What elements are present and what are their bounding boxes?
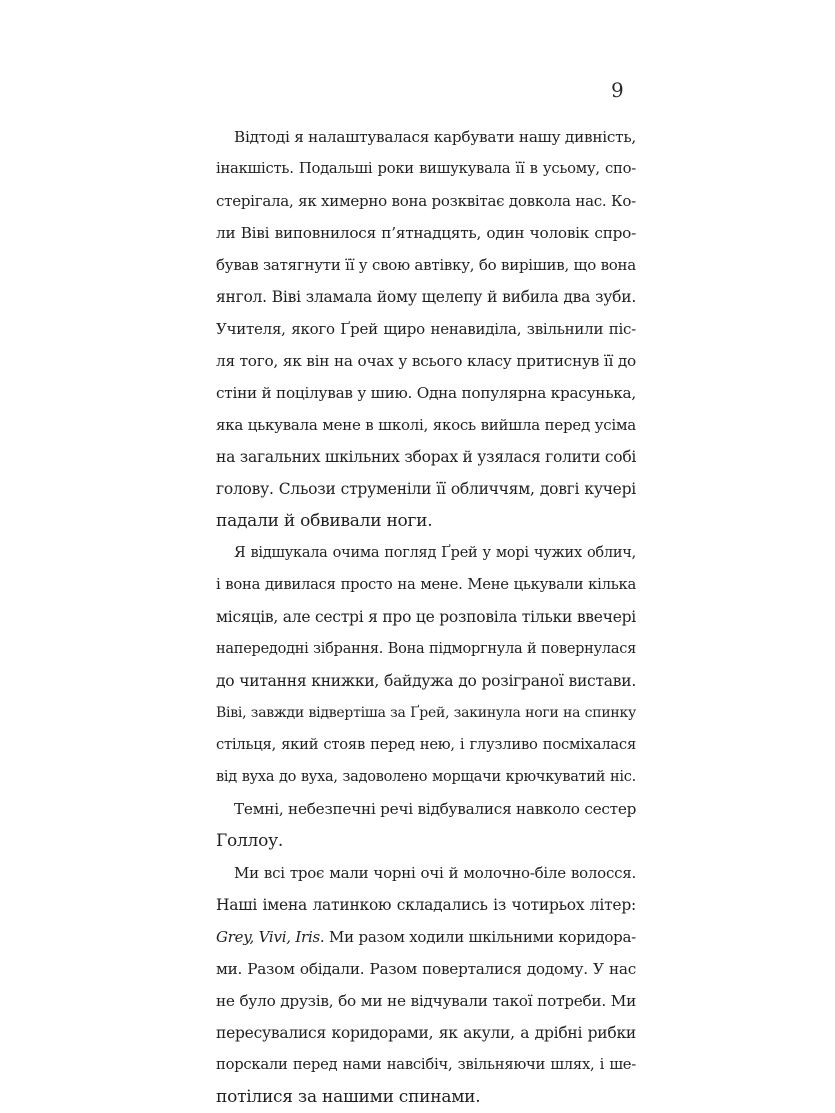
- line-text: Ми разом ходили шкільними коридора-: [324, 928, 636, 946]
- text-line: Темні, небезпечні речі відбувалися навколо сестер: [234, 800, 637, 818]
- text-line: Учителя, якого Ґрей щиро ненавиділа, звільнили піс-: [216, 320, 636, 338]
- text-line: і вона дивилася просто на мене. Мене цькували кілька: [216, 576, 636, 593]
- text-line: стільця, який стояв перед нею, і глузливо посміхалася: [216, 736, 636, 753]
- text-line: падали й обвивали ноги.: [216, 511, 433, 531]
- text-line: бував затягнути її у свою автівку, бо вирішив, що вона: [216, 256, 636, 274]
- text-line: інакшість. Подальші роки вишукувала її в усьому, спо-: [216, 160, 636, 177]
- body-text: [216, 121, 636, 1113]
- italic-names: Grey, Vivi, Iris.: [216, 928, 325, 946]
- text-line: стіни й поцілував у шию. Одна популярна красунька,: [216, 384, 636, 402]
- text-line: Віві, завжди відвертіша за Ґрей, закинула ноги на спинку: [216, 705, 636, 721]
- page-number: 9: [611, 78, 624, 102]
- text-line: порскали перед нами навсібіч, звільняючи шлях, і ше-: [216, 1056, 636, 1073]
- text-line: Я відшукала очима погляд Ґрей у морі чужих облич,: [234, 545, 636, 561]
- text-line: на загальних шкільних зборах й узялася голити собі: [216, 448, 637, 466]
- text-line: напередодні зібрання. Вона підморгнула й повернулася: [216, 641, 636, 657]
- text-line: [216, 921, 636, 953]
- text-line: янгол. Віві зламала йому щелепу й вибила два зуби.: [216, 288, 636, 306]
- text-line: ми. Разом обідали. Разом поверталися додому. У нас: [216, 960, 636, 978]
- text-line: до читання книжки, байдужа до розіграної вистави.: [216, 672, 636, 690]
- text-line: Голлоу.: [216, 831, 283, 851]
- text-line: ля того, як він на очах у всього класу притиснув її до: [216, 352, 636, 370]
- text-line: ли Віві виповнилося п’ятнадцять, один чоловік спро-: [216, 224, 636, 242]
- text-line: від вуха до вуха, задоволено морщачи крючкуватий ніс.: [216, 769, 636, 785]
- text-line: стерігала, як химерно вона розквітає довкола нас. Ко-: [216, 192, 636, 210]
- text-line: Ми всі троє мали чорні очі й молочно-біле волосся.: [234, 864, 636, 882]
- text-line: Наші імена латинкою складались із чотирьох літер:: [216, 896, 636, 914]
- text-line: місяців, але сестрі я про це розповіла тільки ввечері: [216, 608, 636, 626]
- text-line: пересувалися коридорами, як акули, а дрібні рибки: [216, 1024, 636, 1042]
- text-line: Відтоді я налаштувалася карбувати нашу дивність,: [234, 128, 636, 146]
- text-line: яка цькувала мене в школі, якось вийшла перед усіма: [216, 416, 636, 434]
- text-line: потілися за нашими спинами.: [216, 1087, 481, 1107]
- text-line: не було друзів, бо ми не відчували такої потреби. Ми: [216, 992, 636, 1010]
- text-line: голову. Сльози струменіли її обличчям, довгі кучері: [216, 480, 636, 498]
